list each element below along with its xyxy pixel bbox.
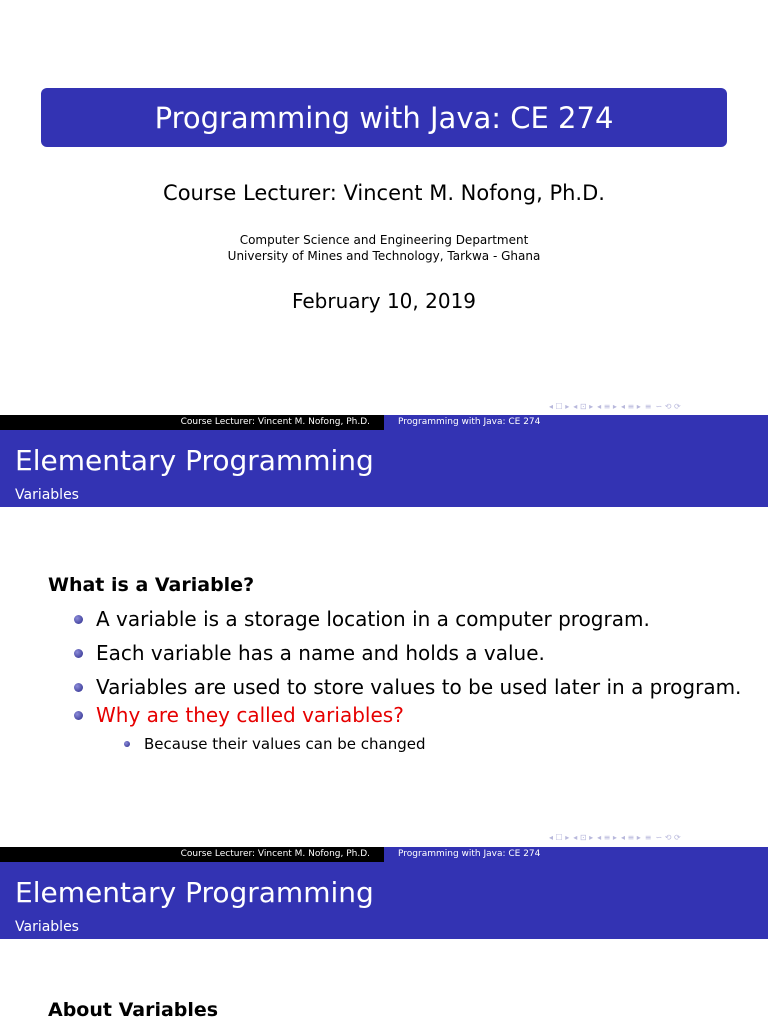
nav-search-icon[interactable]: ∽ ⟲ ⟳ xyxy=(655,832,681,842)
list-item: Variables are used to store values to be used later in a program. xyxy=(74,675,741,699)
list-item-highlighted: Why are they called variables? xyxy=(74,703,404,727)
frame-title: Elementary Programming xyxy=(15,876,374,909)
block-title: About Variables xyxy=(48,999,219,1021)
nav-slide-icon[interactable]: ◂ ☐ ▸ xyxy=(549,401,570,411)
block-title: What is a Variable? xyxy=(48,574,255,596)
bullet-icon xyxy=(74,615,83,624)
sub-list-item: Because their values can be changed xyxy=(124,735,426,753)
list-item: A variable is a storage location in a computer program. xyxy=(74,607,650,631)
bullet-icon xyxy=(74,649,83,658)
footline xyxy=(0,415,768,430)
navigation-symbols[interactable] xyxy=(549,399,681,413)
nav-doc-icon[interactable]: ≡ xyxy=(644,401,652,411)
bullet-icon xyxy=(74,683,83,692)
nav-search-icon[interactable]: ∽ ⟲ ⟳ xyxy=(655,401,681,411)
bullet-icon xyxy=(74,711,83,720)
navigation-symbols[interactable] xyxy=(549,830,681,844)
institution-block xyxy=(0,232,768,264)
list-item: Each variable has a name and holds a value. xyxy=(74,641,545,665)
nav-section-icon[interactable]: ◂ ≡ ▸ xyxy=(620,832,641,842)
nav-slide-icon[interactable]: ◂ ☐ ▸ xyxy=(549,832,570,842)
nav-frame-icon[interactable]: ◂ ⊡ ▸ xyxy=(573,401,594,411)
department-name: Computer Science and Engineering Department xyxy=(239,233,529,247)
footline-title: Programming with Java: CE 274 xyxy=(384,415,768,430)
presentation-title: Programming with Java: CE 274 xyxy=(154,100,614,135)
sub-bullet-icon xyxy=(124,741,130,747)
frame-title-bar xyxy=(0,862,768,939)
nav-doc-icon[interactable]: ≡ xyxy=(644,832,652,842)
presentation-date: February 10, 2019 xyxy=(291,289,477,313)
lecturer-name: Course Lecturer: Vincent M. Nofong, Ph.D. xyxy=(163,181,605,205)
nav-subsection-icon[interactable]: ◂ ≡ ▸ xyxy=(597,832,617,842)
footline-author: Course Lecturer: Vincent M. Nofong, Ph.D. xyxy=(0,415,384,430)
footline-author: Course Lecturer: Vincent M. Nofong, Ph.D. xyxy=(0,847,384,862)
frame-subtitle: Variables xyxy=(15,487,79,503)
university-name: University of Mines and Technology, Tarkwa - Ghana xyxy=(227,249,541,263)
nav-section-icon[interactable]: ◂ ≡ ▸ xyxy=(620,401,641,411)
frame-subtitle: Variables xyxy=(15,919,79,935)
footline-title: Programming with Java: CE 274 xyxy=(384,847,768,862)
presentation-title-box xyxy=(41,88,727,147)
footline xyxy=(0,847,768,862)
nav-subsection-icon[interactable]: ◂ ≡ ▸ xyxy=(597,401,617,411)
frame-title-bar xyxy=(0,430,768,507)
frame-title: Elementary Programming xyxy=(15,444,374,477)
nav-frame-icon[interactable]: ◂ ⊡ ▸ xyxy=(573,832,594,842)
